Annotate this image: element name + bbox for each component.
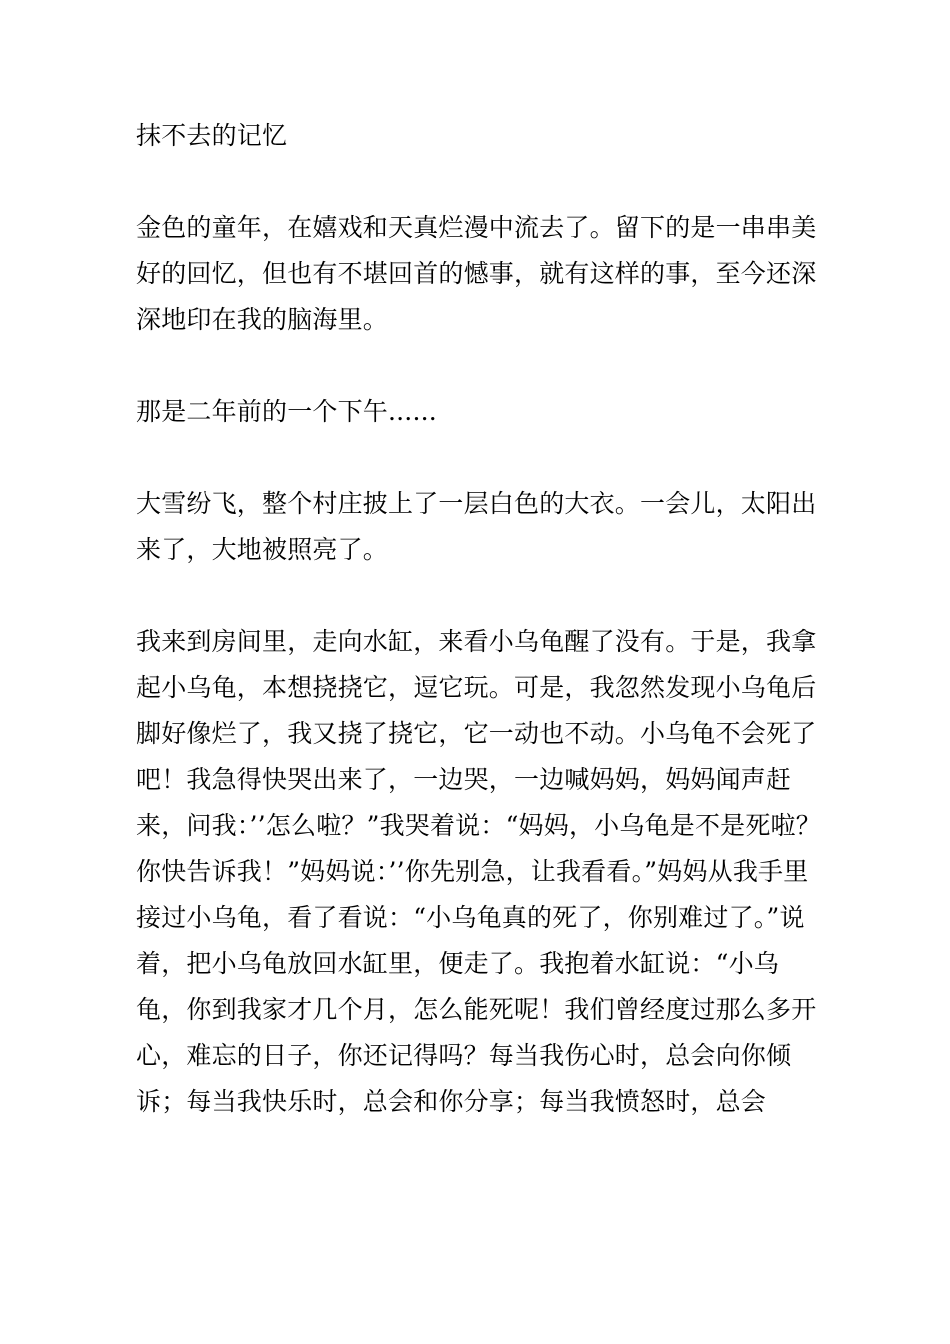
document-body — [136, 113, 826, 1125]
paragraph-time: 那是二年前的一个下午...... — [136, 397, 437, 426]
document-title: 抹不去的记忆 — [136, 121, 288, 150]
paragraph-snow: 大雪纷飞，整个村庄披上了一层白色的大衣。一会儿，太阳出来了，大地被照亮了。 — [136, 489, 817, 564]
paragraph-turtle: 我来到房间里，走向水缸，来看小乌龟醒了没有。于是，我拿起小乌龟，本想挠挠它，逗它玩。可是，我忽然发现小乌龟后脚好像烂了，我又挠了挠它，它一动也不动。小乌龟不会死了吧！我急得快哭出来了，一边哭，一边喊妈妈，妈妈闻声赶来，问我：’’怎么啦？”我哭着说：“妈妈，小乌龟是不是死啦？你快告诉我！”妈妈说：’’你先别急，让我看看。”妈妈从我手里接过小乌龟，看了看说：“小乌龟真的死了，你别难过了。”说着，把小乌龟放回水缸里，便走了。我抱着水缸说：“小乌龟，你到我家才几个月，怎么能死呢！我们曾经度过那么多开心，难忘的日子，你还记得吗？每当我伤心时，总会向你倾诉；每当我快乐时，总会和你分享；每当我愤怒时，总会 — [136, 627, 821, 1116]
paragraph-intro: 金色的童年，在嬉戏和天真烂漫中流去了。留下的是一串串美好的回忆，但也有不堪回首的憾事，就有这样的事，至今还深深地印在我的脑海里。 — [136, 213, 817, 334]
